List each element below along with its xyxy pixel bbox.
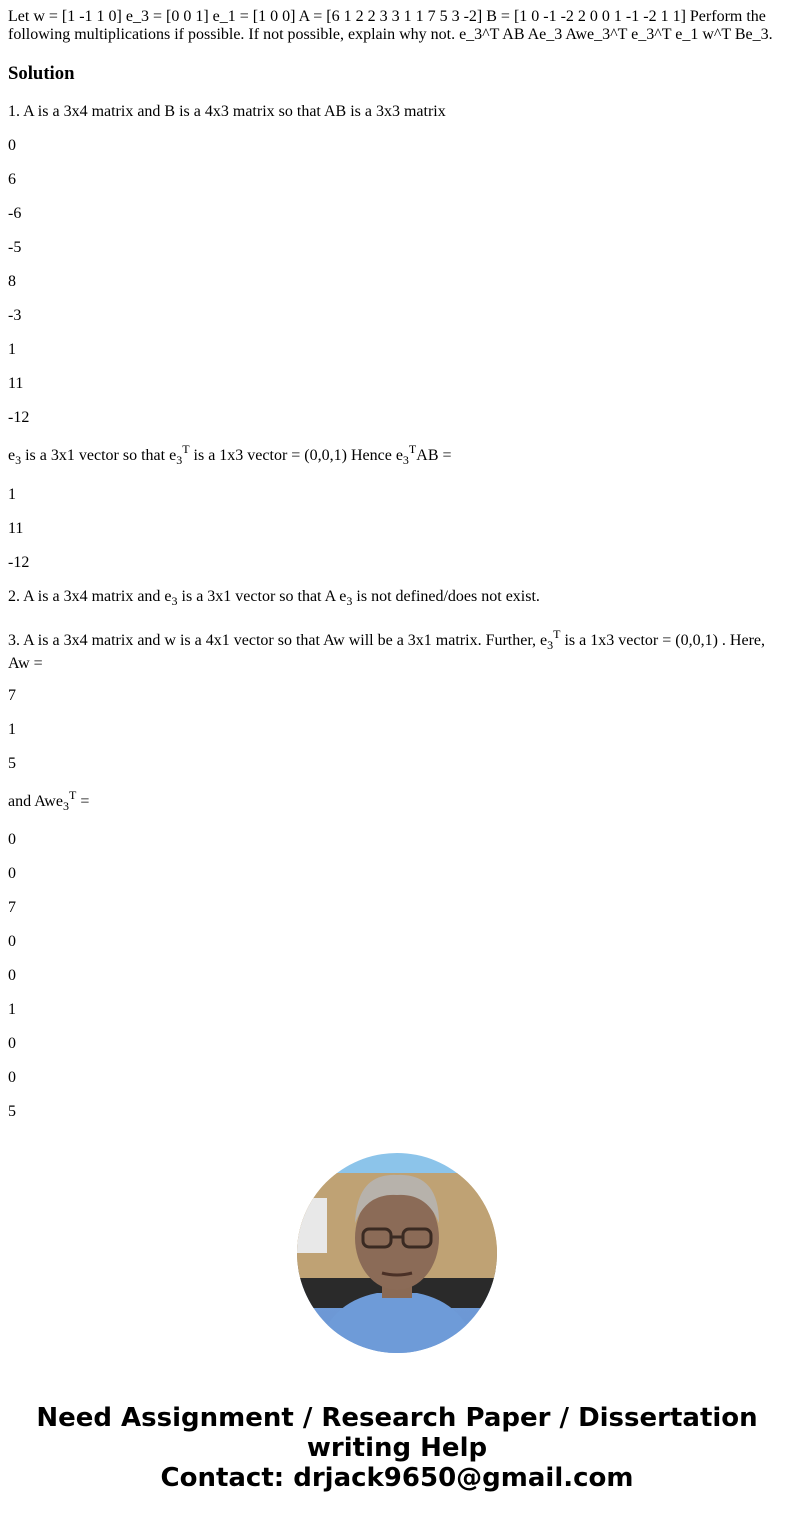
author-avatar	[297, 1153, 497, 1353]
awe-value: 1	[8, 1001, 16, 1018]
awe-sentence: and Awe$_3^T$ =	[8, 788, 90, 813]
e3-sentence: $e_3$ is a 3x1 vector so that $e_3^T$ is a 1x3 vector = (0,0,1) Hence $e_3^TAB$ =	[8, 442, 452, 467]
part1-intro: 1. A is a 3x4 matrix and B is a 4x3 matrix so that AB is a 3x3 matrix	[8, 103, 446, 120]
awe-value: 0	[8, 831, 16, 848]
e3tab-value: 11	[8, 520, 24, 537]
awe-value: 0	[8, 933, 16, 950]
question-text: Let w = [1 -1 1 0] e_3 = [0 0 1] e_1 = [1 0 0] A = [6 1 2 2 3 3 1 1 7 5 3 -2] B = [1 0 -1 -2 2 0 0 1 -1 -2 1 1] Perform the following multiplications if possible. If not possible, explain why not. e_3^T AB Ae_3 Awe_3^T e_3^T e_1 w^T Be_3.	[8, 8, 773, 43]
solution-heading: Solution	[8, 63, 75, 84]
footer-contact: Contact: drjack9650@gmail.com	[160, 1463, 634, 1493]
footer-line: Need Assignment / Research Paper / Dissertation	[36, 1403, 758, 1433]
contact-footer	[0, 1403, 794, 1493]
awe-value: 5	[8, 1103, 16, 1120]
ab-value: -6	[8, 205, 22, 222]
ab-value: 11	[8, 375, 24, 392]
e3tab-value: -12	[8, 554, 30, 571]
e3tab-value: 1	[8, 486, 16, 503]
footer-line: writing Help	[306, 1433, 488, 1463]
ab-value: 6	[8, 171, 16, 188]
part3-text: 3. A is a 3x4 matrix and w is a 4x1 vector so that Aw will be a 3x1 matrix. Further, $e_3^T$ is a 1x3 vector = (0,0,1) . Here, Aw =	[8, 627, 765, 672]
part2-text: 2. A is a 3x4 matrix and $e_3$ is a 3x1 vector so that A $e_3$ is not defined/does not exist.	[8, 588, 540, 608]
awe-value: 7	[8, 899, 16, 916]
aw-value: 1	[8, 721, 16, 738]
awe-value: 0	[8, 865, 16, 882]
awe-value: 0	[8, 1035, 16, 1052]
ab-value: 0	[8, 137, 16, 154]
awe-value: 0	[8, 967, 16, 984]
aw-value: 5	[8, 755, 16, 772]
aw-value: 7	[8, 687, 16, 704]
person-photo-icon	[297, 1153, 497, 1353]
ab-value: -3	[8, 307, 22, 324]
awe-value: 0	[8, 1069, 16, 1086]
ab-value: -12	[8, 409, 30, 426]
ab-value: 1	[8, 341, 16, 358]
ab-value: -5	[8, 239, 22, 256]
ab-value: 8	[8, 273, 16, 290]
